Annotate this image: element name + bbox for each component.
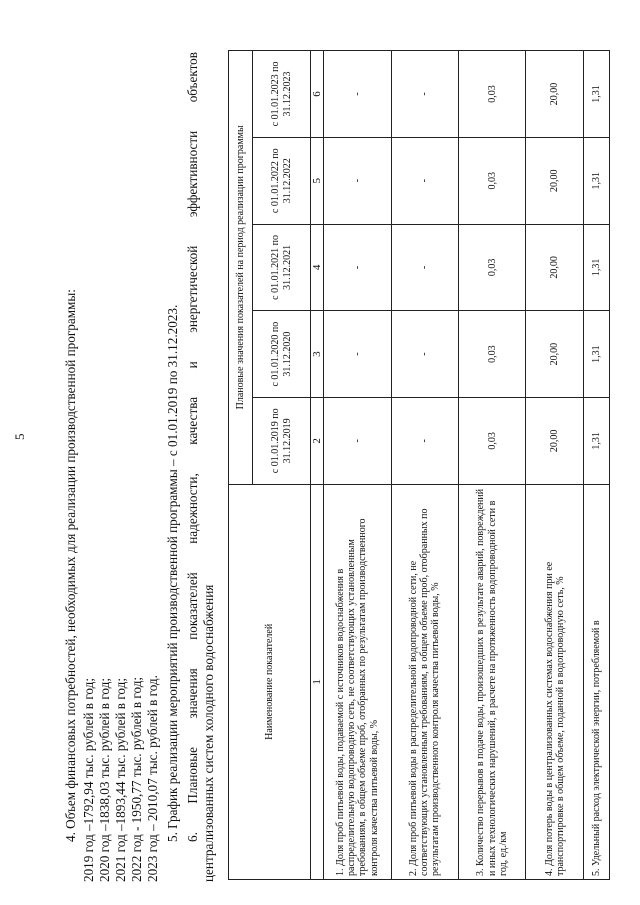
indicator-value: 0,03 (459, 224, 526, 311)
section-4-year-2021: 2021 год –1893,44 тыс. рублей в год; (113, 678, 128, 882)
indicator-value: 0,03 (459, 397, 526, 484)
indicator-value: 1,31 (584, 137, 610, 224)
indicator-value: - (391, 51, 458, 138)
indicator-value: 20,00 (526, 137, 584, 224)
indicator-name: 3. Количество перерывов в подаче воды, произошедших в результате аварий, повреждений и иных технологических нарушений, в расчете на протяженность водопроводной сети в год, ед./км (459, 484, 526, 879)
column-number: 1 (311, 484, 324, 879)
section-4-year-2019: 2019 год –1792,94 тыс. рублей в год; (81, 678, 96, 882)
table-row (459, 51, 526, 880)
indicator-value: - (391, 311, 458, 398)
period-2020-header: с 01.01.2020 по 31.12.2020 (253, 311, 311, 398)
indicator-value: 0,03 (459, 137, 526, 224)
indicator-name: 5. Удельный расход электрической энергии, потребляемой в (584, 484, 610, 879)
indicator-value: 20,00 (526, 311, 584, 398)
indicator-name: 2. Доля проб питьевой воды в распределительной водопроводной сети, не соответствующих установленным требованиям, в общем объеме проб, отобранных по результатам производственного контроля качества питьевой воды, % (391, 484, 458, 879)
indicator-value: 20,00 (526, 51, 584, 138)
period-column-header: Плановые значения показателей на период реализации программы (229, 51, 253, 485)
indicator-value: - (391, 137, 458, 224)
indicator-name: 4. Доля потерь воды в централизованных системах водоснабжения при ее транспортировке в общем объеме, поданной в водопроводную сеть, % (526, 484, 584, 879)
indicator-value: 0,03 (459, 311, 526, 398)
table-row (584, 51, 610, 880)
column-number: 6 (311, 51, 324, 138)
period-2021-header: с 01.01.2021 по 31.12.2021 (253, 224, 311, 311)
section-4-year-2022: 2022 год - 1950,77 тыс. рублей в год; (129, 676, 144, 882)
indicators-table (228, 50, 610, 880)
indicator-value: 20,00 (526, 224, 584, 311)
section-6-line-2: централизованных систем холодного водоснабжения (201, 584, 216, 882)
section-4-heading: 4. Объем финансовых потребностей, необходимых для реализации производственной программы: (63, 289, 78, 842)
indicator-value: - (324, 397, 391, 484)
indicator-value: - (324, 224, 391, 311)
column-number: 4 (311, 224, 324, 311)
period-2023-header: с 01.01.2023 по 31.12.2023 (253, 51, 311, 138)
table-row (526, 51, 584, 880)
section-5-text: 5. График реализации мероприятий производственной программы – с 01.01.2019 по 31.12.2023. (165, 304, 180, 842)
column-number: 2 (311, 397, 324, 484)
column-number: 5 (311, 137, 324, 224)
indicator-value: - (391, 397, 458, 484)
indicator-value: 1,31 (584, 51, 610, 138)
indicator-value: - (324, 137, 391, 224)
column-number: 3 (311, 311, 324, 398)
indicator-value: 20,00 (526, 397, 584, 484)
section-4-year-2020: 2020 год –1838,03 тыс. рублей в год; (97, 678, 112, 882)
table-row (324, 51, 391, 880)
section-4-year-2023: 2023 год – 2010,07 тыс. рублей в год. (145, 675, 160, 882)
indicator-value: - (391, 224, 458, 311)
indicator-value: - (324, 51, 391, 138)
indicator-value: 1,31 (584, 311, 610, 398)
rotated-page-content (58, 12, 618, 882)
table-row (391, 51, 458, 880)
name-column-header: Наименование показателей (229, 484, 311, 879)
period-2019-header: с 01.01.2019 по 31.12.2019 (253, 397, 311, 484)
indicator-value: - (324, 311, 391, 398)
period-2022-header: с 01.01.2022 по 31.12.2022 (253, 137, 311, 224)
indicator-name: 1. Доля проб питьевой воды, подаваемой с источников водоснабжения в распределительную водопроводную сеть, не соответствующих установленным требованиям, в общем объеме проб, отобранных по результатам производственного контроля качества питьевой воды, % (324, 484, 391, 879)
page-number: 5 (12, 433, 27, 440)
indicator-value: 1,31 (584, 224, 610, 311)
section-6-line-1: 6. Плановые значения показателей надежности, качества и энергетической эффективности объектов (185, 52, 200, 842)
indicator-value: 0,03 (459, 51, 526, 138)
indicator-value: 1,31 (584, 397, 610, 484)
